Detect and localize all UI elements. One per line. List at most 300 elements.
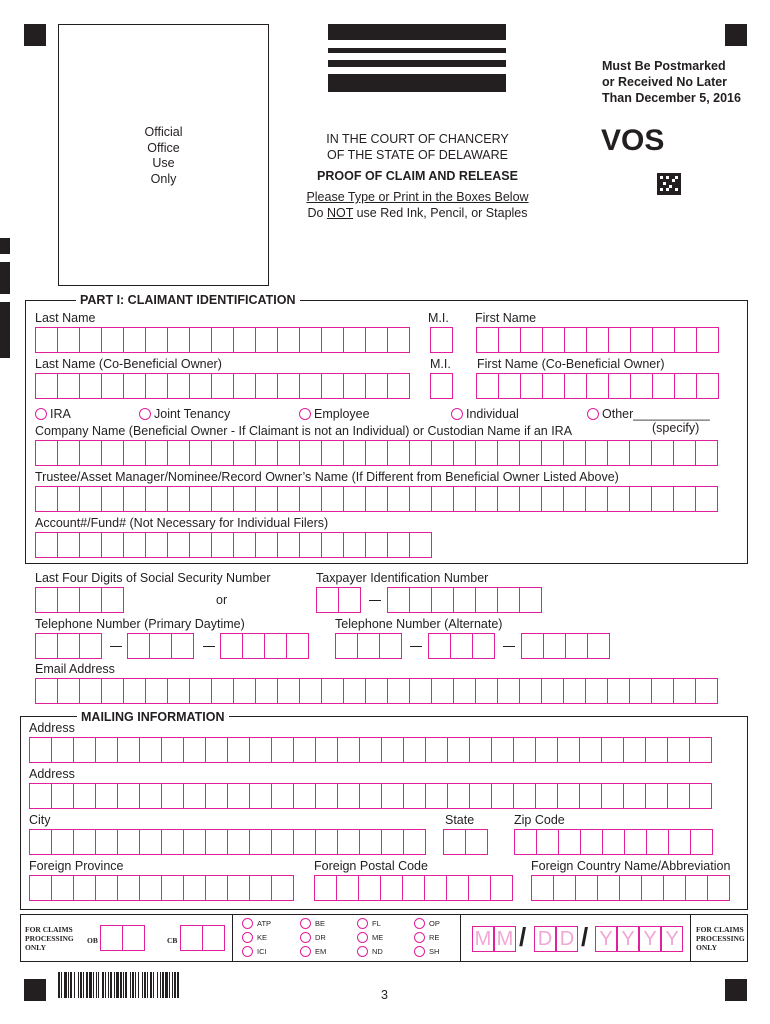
input-box[interactable] (233, 532, 256, 558)
input-box[interactable] (579, 737, 602, 763)
input-box[interactable] (608, 327, 631, 353)
email-boxes[interactable] (35, 678, 717, 704)
input-box[interactable] (79, 587, 102, 613)
input-box[interactable] (189, 486, 212, 512)
input-box[interactable] (602, 829, 625, 855)
input-box[interactable] (79, 327, 102, 353)
input-box[interactable] (343, 440, 366, 466)
input-box[interactable] (343, 678, 366, 704)
first-name-co-boxes[interactable] (476, 373, 718, 399)
input-box[interactable] (365, 532, 388, 558)
input-box[interactable] (29, 875, 52, 901)
input-box[interactable] (299, 486, 322, 512)
input-box[interactable] (57, 440, 80, 466)
input-box[interactable] (690, 829, 713, 855)
input-box[interactable] (337, 783, 360, 809)
input-box[interactable] (264, 633, 287, 659)
input-box[interactable] (689, 783, 712, 809)
input-box[interactable] (122, 925, 145, 951)
input-box[interactable] (73, 875, 96, 901)
input-box[interactable] (623, 737, 646, 763)
input-box[interactable] (542, 327, 565, 353)
input-box[interactable] (233, 373, 256, 399)
input-box[interactable] (447, 737, 470, 763)
input-box[interactable] (535, 737, 558, 763)
input-box[interactable] (585, 678, 608, 704)
input-box[interactable] (685, 875, 708, 901)
input-box[interactable] (521, 633, 544, 659)
opt-sh[interactable]: SH (414, 946, 439, 957)
input-box[interactable] (357, 633, 380, 659)
input-box[interactable] (585, 440, 608, 466)
input-box[interactable] (536, 829, 559, 855)
input-box[interactable] (630, 373, 653, 399)
input-box[interactable] (586, 373, 609, 399)
input-box[interactable] (563, 486, 586, 512)
input-box[interactable] (255, 532, 278, 558)
input-box[interactable] (453, 587, 476, 613)
input-box[interactable] (57, 327, 80, 353)
input-box[interactable] (597, 875, 620, 901)
input-box[interactable] (79, 440, 102, 466)
input-box[interactable] (337, 737, 360, 763)
input-box[interactable] (557, 737, 580, 763)
city-boxes[interactable] (29, 829, 425, 855)
input-box[interactable] (117, 737, 140, 763)
input-box[interactable] (249, 829, 272, 855)
input-box[interactable] (365, 486, 388, 512)
input-box[interactable] (57, 373, 80, 399)
input-box[interactable] (358, 875, 381, 901)
province-boxes[interactable] (29, 875, 293, 901)
input-box[interactable] (585, 486, 608, 512)
input-box[interactable] (101, 587, 124, 613)
input-box[interactable] (359, 737, 382, 763)
input-box[interactable] (277, 373, 300, 399)
trustee-boxes[interactable] (35, 486, 717, 512)
input-box[interactable] (409, 440, 432, 466)
input-box[interactable] (255, 486, 278, 512)
input-box[interactable] (587, 633, 610, 659)
input-box[interactable] (57, 633, 80, 659)
input-box[interactable] (645, 783, 668, 809)
input-box[interactable] (707, 875, 730, 901)
input-box[interactable] (520, 373, 543, 399)
input-box[interactable] (189, 440, 212, 466)
input-box[interactable] (101, 373, 124, 399)
input-box[interactable] (387, 373, 410, 399)
input-box[interactable] (277, 532, 300, 558)
input-box[interactable] (255, 678, 278, 704)
input-box[interactable] (57, 587, 80, 613)
input-box[interactable] (497, 486, 520, 512)
last-name-boxes[interactable] (35, 327, 409, 353)
input-box[interactable] (205, 829, 228, 855)
input-box[interactable] (51, 829, 74, 855)
input-box[interactable] (29, 737, 52, 763)
input-box[interactable] (557, 783, 580, 809)
input-box[interactable] (387, 486, 410, 512)
input-box[interactable] (476, 327, 499, 353)
input-box[interactable] (542, 373, 565, 399)
input-box[interactable] (189, 678, 212, 704)
input-box[interactable] (403, 783, 426, 809)
input-box[interactable] (233, 678, 256, 704)
input-box[interactable] (271, 829, 294, 855)
input-box[interactable] (623, 783, 646, 809)
mi-co-box[interactable] (430, 373, 452, 399)
input-box[interactable] (271, 875, 294, 901)
input-box[interactable] (453, 678, 476, 704)
input-box[interactable] (127, 633, 150, 659)
input-box[interactable] (465, 829, 488, 855)
input-box[interactable] (491, 783, 514, 809)
input-box[interactable] (299, 373, 322, 399)
input-box[interactable] (387, 678, 410, 704)
input-box[interactable] (321, 532, 344, 558)
phone-primary-line[interactable] (220, 633, 308, 659)
date-year-2[interactable]: Y (617, 926, 639, 952)
input-box[interactable] (315, 829, 338, 855)
input-box[interactable] (475, 440, 498, 466)
input-box[interactable] (167, 440, 190, 466)
input-box[interactable] (299, 440, 322, 466)
input-box[interactable] (161, 737, 184, 763)
input-box[interactable] (73, 783, 96, 809)
input-box[interactable] (79, 486, 102, 512)
opt-dr[interactable]: DR (300, 932, 326, 943)
input-box[interactable] (145, 678, 168, 704)
input-box[interactable] (211, 486, 234, 512)
tin-boxes-2[interactable] (387, 587, 541, 613)
input-box[interactable] (497, 587, 520, 613)
opt-fl[interactable]: FL (357, 918, 381, 929)
input-box[interactable] (651, 486, 674, 512)
input-box[interactable] (211, 440, 234, 466)
input-box[interactable] (379, 633, 402, 659)
input-box[interactable] (202, 925, 225, 951)
input-box[interactable] (95, 875, 118, 901)
input-box[interactable] (277, 678, 300, 704)
input-box[interactable] (205, 737, 228, 763)
input-box[interactable] (139, 875, 162, 901)
input-box[interactable] (220, 633, 243, 659)
input-box[interactable] (673, 678, 696, 704)
opt-be[interactable]: BE (300, 918, 325, 929)
input-box[interactable] (431, 486, 454, 512)
input-box[interactable] (519, 486, 542, 512)
input-box[interactable] (563, 678, 586, 704)
input-box[interactable] (695, 486, 718, 512)
input-box[interactable] (161, 829, 184, 855)
input-box[interactable] (57, 678, 80, 704)
input-box[interactable] (211, 678, 234, 704)
input-box[interactable] (73, 737, 96, 763)
input-box[interactable] (520, 327, 543, 353)
input-box[interactable] (409, 486, 432, 512)
input-box[interactable] (167, 373, 190, 399)
input-box[interactable] (167, 532, 190, 558)
input-box[interactable] (167, 327, 190, 353)
input-box[interactable] (35, 587, 58, 613)
input-box[interactable] (338, 587, 361, 613)
input-box[interactable] (431, 440, 454, 466)
input-box[interactable] (205, 783, 228, 809)
input-box[interactable] (430, 327, 453, 353)
input-box[interactable] (145, 532, 168, 558)
input-box[interactable] (667, 737, 690, 763)
input-box[interactable] (380, 875, 403, 901)
input-box[interactable] (431, 678, 454, 704)
input-box[interactable] (242, 633, 265, 659)
input-box[interactable] (696, 327, 719, 353)
input-box[interactable] (497, 440, 520, 466)
input-box[interactable] (541, 678, 564, 704)
input-box[interactable] (652, 373, 675, 399)
input-box[interactable] (608, 373, 631, 399)
input-box[interactable] (446, 875, 469, 901)
opt-ici[interactable]: ICI (242, 946, 267, 957)
input-box[interactable] (629, 440, 652, 466)
input-box[interactable] (381, 737, 404, 763)
input-box[interactable] (541, 486, 564, 512)
last-name-co-boxes[interactable] (35, 373, 409, 399)
input-box[interactable] (299, 327, 322, 353)
date-day-2[interactable]: D (556, 926, 578, 952)
input-box[interactable] (211, 532, 234, 558)
input-box[interactable] (35, 532, 58, 558)
mi-box[interactable] (430, 327, 452, 353)
input-box[interactable] (343, 373, 366, 399)
input-box[interactable] (101, 532, 124, 558)
input-box[interactable] (35, 327, 58, 353)
input-box[interactable] (580, 829, 603, 855)
input-box[interactable] (95, 737, 118, 763)
input-box[interactable] (563, 440, 586, 466)
input-box[interactable] (558, 829, 581, 855)
input-box[interactable] (365, 327, 388, 353)
input-box[interactable] (381, 783, 404, 809)
phone-alt-line[interactable] (521, 633, 609, 659)
input-box[interactable] (51, 737, 74, 763)
input-box[interactable] (425, 737, 448, 763)
input-box[interactable] (123, 440, 146, 466)
input-box[interactable] (645, 737, 668, 763)
input-box[interactable] (183, 783, 206, 809)
input-box[interactable] (315, 783, 338, 809)
input-box[interactable] (95, 783, 118, 809)
input-box[interactable] (565, 633, 588, 659)
input-box[interactable] (668, 829, 691, 855)
input-box[interactable] (277, 486, 300, 512)
input-box[interactable] (167, 486, 190, 512)
input-box[interactable] (491, 737, 514, 763)
date-month-1[interactable]: M (472, 926, 494, 952)
input-box[interactable] (123, 678, 146, 704)
address2-boxes[interactable] (29, 783, 711, 809)
input-box[interactable] (227, 829, 250, 855)
input-box[interactable] (646, 829, 669, 855)
input-box[interactable] (139, 737, 162, 763)
input-box[interactable] (519, 440, 542, 466)
input-box[interactable] (607, 486, 630, 512)
input-box[interactable] (409, 532, 432, 558)
input-box[interactable] (514, 829, 537, 855)
input-box[interactable] (51, 783, 74, 809)
radio-other[interactable]: Other___________ (587, 407, 710, 421)
input-box[interactable] (409, 587, 432, 613)
input-box[interactable] (189, 373, 212, 399)
input-box[interactable] (359, 783, 382, 809)
input-box[interactable] (271, 783, 294, 809)
input-box[interactable] (453, 486, 476, 512)
input-box[interactable] (189, 532, 212, 558)
input-box[interactable] (123, 373, 146, 399)
input-box[interactable] (249, 875, 272, 901)
input-box[interactable] (183, 829, 206, 855)
opt-me[interactable]: ME (357, 932, 383, 943)
input-box[interactable] (696, 373, 719, 399)
input-box[interactable] (409, 678, 432, 704)
input-box[interactable] (601, 783, 624, 809)
input-box[interactable] (674, 327, 697, 353)
input-box[interactable] (100, 925, 123, 951)
input-box[interactable] (205, 875, 228, 901)
input-box[interactable] (171, 633, 194, 659)
input-box[interactable] (531, 875, 554, 901)
input-box[interactable] (35, 678, 58, 704)
phone-primary-exchange[interactable] (127, 633, 193, 659)
input-box[interactable] (79, 678, 102, 704)
input-box[interactable] (73, 829, 96, 855)
input-box[interactable] (299, 532, 322, 558)
input-box[interactable] (575, 875, 598, 901)
tin-boxes-1[interactable] (316, 587, 360, 613)
input-box[interactable] (189, 327, 212, 353)
input-box[interactable] (249, 737, 272, 763)
input-box[interactable] (335, 633, 358, 659)
input-box[interactable] (321, 373, 344, 399)
input-box[interactable] (674, 373, 697, 399)
input-box[interactable] (123, 532, 146, 558)
country-boxes[interactable] (531, 875, 729, 901)
radio-individual[interactable]: Individual (451, 407, 519, 421)
input-box[interactable] (365, 440, 388, 466)
input-box[interactable] (314, 875, 337, 901)
input-box[interactable] (513, 737, 536, 763)
input-box[interactable] (498, 327, 521, 353)
address1-boxes[interactable] (29, 737, 711, 763)
input-box[interactable] (211, 373, 234, 399)
input-box[interactable] (564, 373, 587, 399)
input-box[interactable] (255, 327, 278, 353)
input-box[interactable] (316, 587, 339, 613)
input-box[interactable] (321, 440, 344, 466)
input-box[interactable] (430, 373, 453, 399)
input-box[interactable] (673, 440, 696, 466)
input-box[interactable] (387, 327, 410, 353)
first-name-boxes[interactable] (476, 327, 718, 353)
input-box[interactable] (343, 327, 366, 353)
phone-alt-exchange[interactable] (428, 633, 494, 659)
input-box[interactable] (586, 327, 609, 353)
input-box[interactable] (673, 486, 696, 512)
input-box[interactable] (403, 737, 426, 763)
opt-em[interactable]: EM (300, 946, 326, 957)
postal-boxes[interactable] (314, 875, 512, 901)
input-box[interactable] (293, 737, 316, 763)
input-box[interactable] (211, 327, 234, 353)
opt-op[interactable]: OP (414, 918, 440, 929)
input-box[interactable] (233, 440, 256, 466)
input-box[interactable] (233, 486, 256, 512)
input-box[interactable] (315, 737, 338, 763)
input-box[interactable] (447, 783, 470, 809)
input-box[interactable] (472, 633, 495, 659)
input-box[interactable] (117, 875, 140, 901)
input-box[interactable] (180, 925, 203, 951)
input-box[interactable] (35, 440, 58, 466)
input-box[interactable] (101, 440, 124, 466)
input-box[interactable] (321, 678, 344, 704)
input-box[interactable] (601, 737, 624, 763)
input-box[interactable] (343, 486, 366, 512)
input-box[interactable] (490, 875, 513, 901)
input-box[interactable] (57, 532, 80, 558)
input-box[interactable] (277, 327, 300, 353)
cb-boxes[interactable] (180, 925, 224, 951)
radio-employee[interactable]: Employee (299, 407, 370, 421)
input-box[interactable] (183, 737, 206, 763)
radio-ira[interactable]: IRA (35, 407, 71, 421)
input-box[interactable] (101, 486, 124, 512)
input-box[interactable] (255, 373, 278, 399)
input-box[interactable] (469, 737, 492, 763)
state-boxes[interactable] (443, 829, 487, 855)
input-box[interactable] (227, 737, 250, 763)
input-box[interactable] (79, 532, 102, 558)
input-box[interactable] (443, 829, 466, 855)
input-box[interactable] (149, 633, 172, 659)
input-box[interactable] (277, 440, 300, 466)
ssn-boxes[interactable] (35, 587, 123, 613)
input-box[interactable] (249, 783, 272, 809)
input-box[interactable] (161, 783, 184, 809)
input-box[interactable] (321, 327, 344, 353)
input-box[interactable] (365, 373, 388, 399)
input-box[interactable] (359, 829, 382, 855)
input-box[interactable] (145, 486, 168, 512)
input-box[interactable] (428, 633, 451, 659)
input-box[interactable] (579, 783, 602, 809)
input-box[interactable] (79, 373, 102, 399)
input-box[interactable] (469, 783, 492, 809)
phone-primary-area[interactable] (35, 633, 101, 659)
opt-atp[interactable]: ATP (242, 918, 271, 929)
input-box[interactable] (553, 875, 576, 901)
input-box[interactable] (425, 783, 448, 809)
input-box[interactable] (630, 327, 653, 353)
input-box[interactable] (651, 678, 674, 704)
input-box[interactable] (695, 678, 718, 704)
input-box[interactable] (139, 783, 162, 809)
input-box[interactable] (337, 829, 360, 855)
input-box[interactable] (541, 440, 564, 466)
opt-re[interactable]: RE (414, 932, 439, 943)
input-box[interactable] (629, 486, 652, 512)
opt-nd[interactable]: ND (357, 946, 383, 957)
input-box[interactable] (35, 373, 58, 399)
